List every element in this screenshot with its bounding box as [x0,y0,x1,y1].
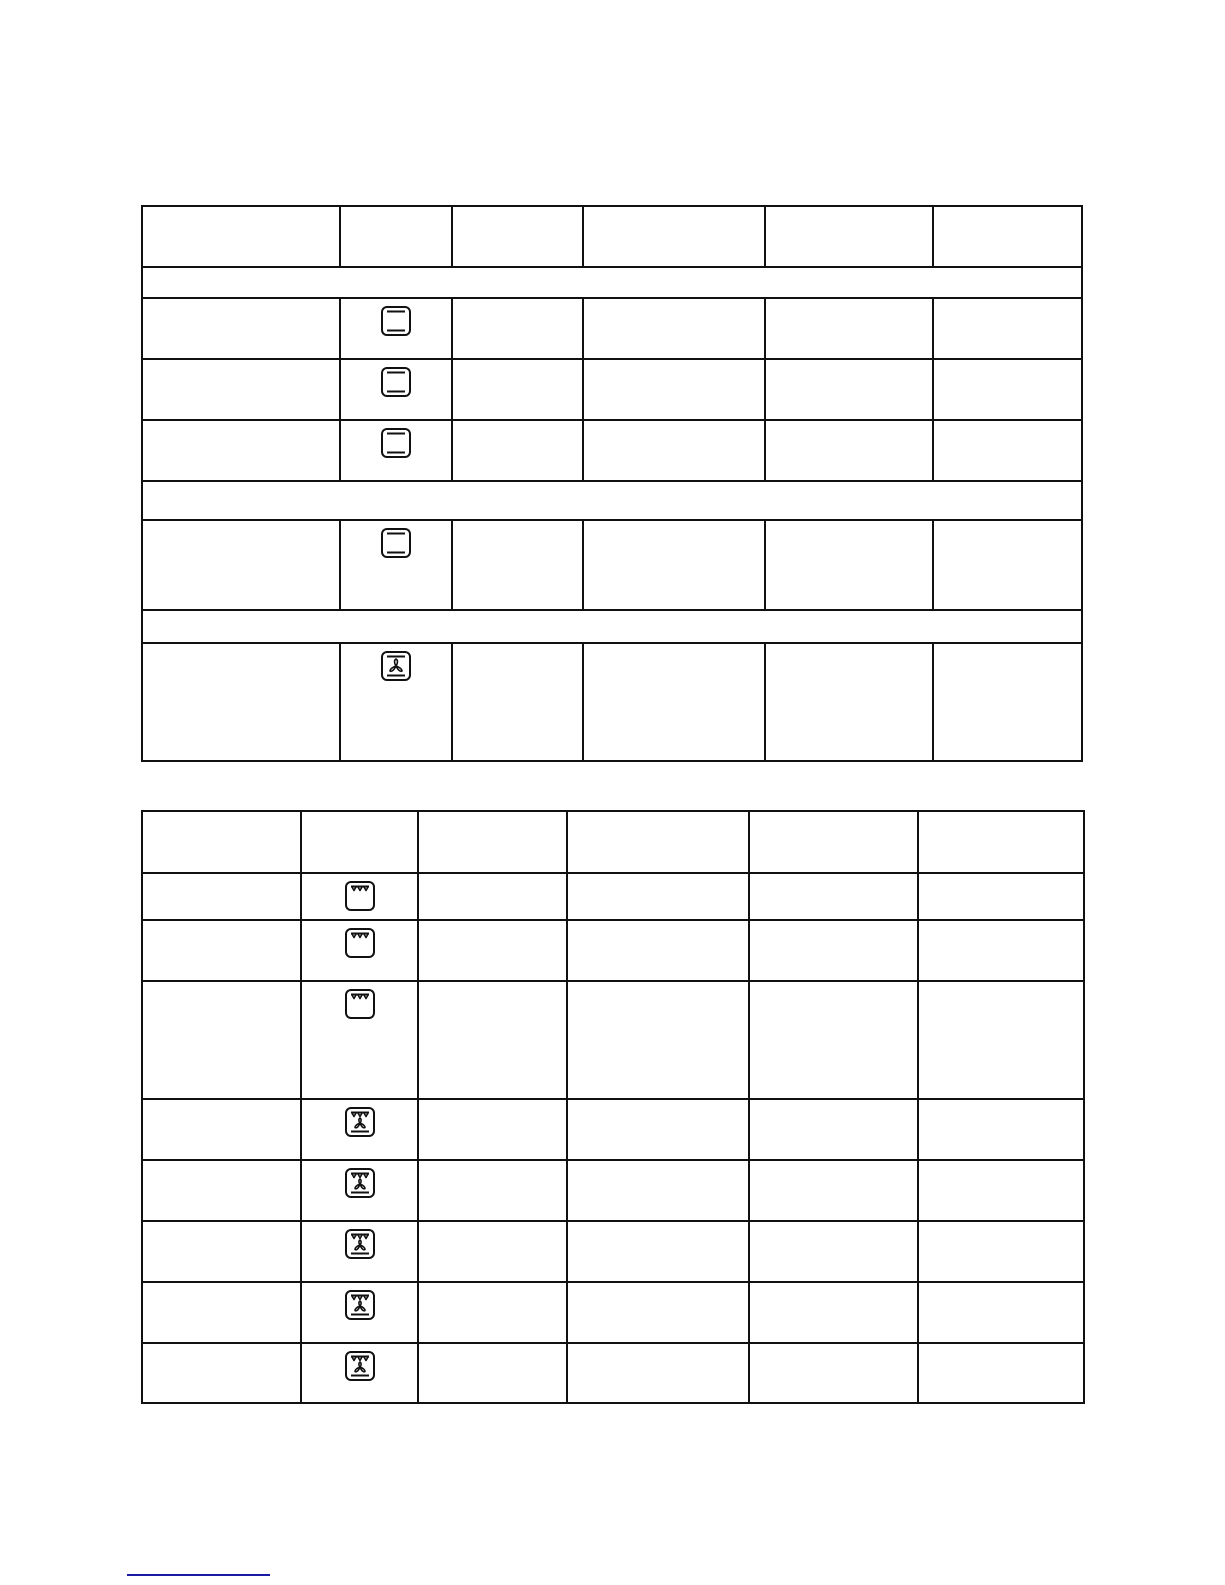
header-cell [142,206,340,267]
icon-cell [301,1343,418,1403]
table-cell [933,420,1082,481]
table-cell [765,420,934,481]
table-cell [142,1099,301,1160]
table-cell [918,920,1084,981]
section-label [142,267,1082,298]
table-cell [918,1221,1084,1282]
header-cell [567,811,749,873]
table-cell [749,1343,918,1403]
table-cell [583,520,765,610]
header-cell [452,206,583,267]
table-cell [418,1343,567,1403]
table-cell [583,359,765,420]
table-cell [142,873,301,920]
section-label [142,481,1082,520]
table-row [142,643,1082,761]
table-cell [567,873,749,920]
section-row [142,610,1082,643]
fan-grill-oven-icon [344,1289,376,1321]
table-cell [142,420,340,481]
table-cell [142,643,340,761]
icon-cell [340,298,452,359]
table-cell [142,520,340,610]
table-cell [418,1221,567,1282]
table-cell [567,1160,749,1221]
table-row [142,920,1084,981]
fan-grill-oven-icon [344,1106,376,1138]
table-cell [765,298,934,359]
table-cell [567,920,749,981]
table-cell [749,1221,918,1282]
conventional-oven-icon [380,366,412,398]
table-cell [452,298,583,359]
section-row [142,481,1082,520]
fan-grill-oven-icon [344,1350,376,1382]
table-cell [933,359,1082,420]
table-row [142,873,1084,920]
table-row [142,298,1082,359]
table-cell [583,643,765,761]
table-cell [918,1343,1084,1403]
header-cell [918,811,1084,873]
table-row [142,1160,1084,1221]
table-cell [749,873,918,920]
table-cell [918,1160,1084,1221]
conventional-oven-icon [380,427,412,459]
table-cell [418,920,567,981]
table-cell [918,873,1084,920]
icon-cell [340,643,452,761]
icon-cell [301,920,418,981]
table-cell [418,981,567,1099]
icon-cell [301,1282,418,1343]
icon-cell [340,359,452,420]
table-row [142,520,1082,610]
table-row [142,1343,1084,1403]
table-cell [142,1282,301,1343]
table-cell [583,298,765,359]
table-cell [567,981,749,1099]
header-cell [749,811,918,873]
header-cell [933,206,1082,267]
conventional-oven-icon [380,527,412,559]
table-cell [933,520,1082,610]
table-cell [418,873,567,920]
fan-oven-icon [380,650,412,682]
table-header-row [142,206,1082,267]
table-cell [418,1160,567,1221]
table-cell [142,359,340,420]
header-cell [583,206,765,267]
grill-oven-icon [344,988,376,1020]
table-cell [749,1160,918,1221]
table-row [142,420,1082,481]
icon-cell [301,1160,418,1221]
icon-cell [301,1221,418,1282]
header-cell [418,811,567,873]
header-cell [340,206,452,267]
grill-oven-icon [344,880,376,912]
fan-grill-oven-icon [344,1228,376,1260]
icon-cell [340,420,452,481]
footer-link-underline[interactable] [127,1574,270,1579]
table-cell [142,298,340,359]
table-cell [918,1099,1084,1160]
icon-cell [301,981,418,1099]
table-cell [918,981,1084,1099]
table-cell [918,1282,1084,1343]
table-cell [749,920,918,981]
table-cell [567,1221,749,1282]
icon-cell [301,873,418,920]
table-cell [583,420,765,481]
table-row [142,1221,1084,1282]
table-cell [765,520,934,610]
cooking-table-2 [141,810,1085,1404]
cooking-table-1 [141,205,1083,762]
table-cell [933,298,1082,359]
icon-cell [340,520,452,610]
header-cell [142,811,301,873]
table-header-row [142,811,1084,873]
fan-grill-oven-icon [344,1167,376,1199]
table-cell [418,1282,567,1343]
table-cell [452,643,583,761]
table-cell [749,1282,918,1343]
table-cell [142,1160,301,1221]
table-cell [142,1221,301,1282]
table-row [142,1282,1084,1343]
table-cell [567,1099,749,1160]
table-cell [933,643,1082,761]
table-cell [765,643,934,761]
table-cell [142,1343,301,1403]
header-cell [301,811,418,873]
table-cell [452,359,583,420]
table-cell [765,359,934,420]
table-cell [749,1099,918,1160]
table-cell [452,420,583,481]
conventional-oven-icon [380,305,412,337]
table-cell [452,520,583,610]
grill-oven-icon [344,927,376,959]
table-cell [749,981,918,1099]
table-row [142,1099,1084,1160]
table-cell [142,920,301,981]
section-label [142,610,1082,643]
header-cell [765,206,934,267]
table-row [142,981,1084,1099]
section-row [142,267,1082,298]
table-cell [142,981,301,1099]
table-cell [418,1099,567,1160]
icon-cell [301,1099,418,1160]
table-cell [567,1282,749,1343]
table-row [142,359,1082,420]
table-cell [567,1343,749,1403]
